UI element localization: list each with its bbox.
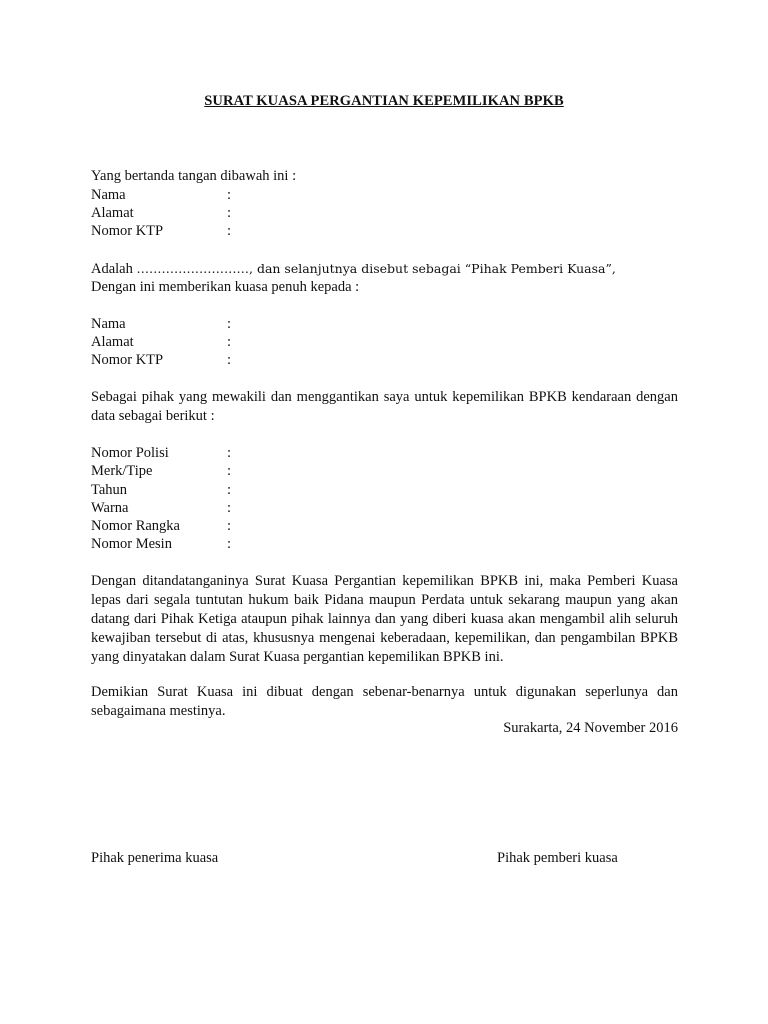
field-label: Nama	[91, 187, 126, 203]
field-label: Nomor Mesin	[91, 536, 172, 552]
field-colon: :	[227, 316, 232, 332]
field-label: Alamat	[91, 205, 134, 221]
dengan-paragraph: Dengan ditandatanganinya Surat Kuasa Pergantian kepemilikan BPKB ini, maka Pemberi Kuasa lepas dari segala tuntutan hukum baik Pidana maupun Perdata untuk sekarang maupun yang akan datang dari Pihak Ketiga ataupun pihak lainnya dan yang diberi kuasa akan mengambil alih seluruh kewajiban tersebut di atas, khususnya mengenai keberadaan, kepemilikan, dan pengambilan BPKB yang dinyatakan dalam Surat Kuasa pergantian kepemilikan BPKB ini.	[91, 573, 678, 665]
field-label: Nomor Polisi	[91, 445, 169, 461]
penerima-field-ktp	[91, 351, 391, 369]
field-colon: :	[227, 536, 232, 552]
intro-text: Yang bertanda tangan dibawah ini :	[91, 168, 297, 184]
field-colon: :	[227, 518, 232, 534]
vehicle-field-rangka	[91, 517, 391, 535]
field-colon: :	[227, 445, 232, 461]
field-label: Tahun	[91, 482, 128, 498]
field-label: Merk/Tipe	[91, 463, 153, 479]
place-date: Surakarta, 24 November 2016	[503, 720, 678, 736]
vehicle-field-merk	[91, 462, 391, 480]
pemberi-field-nama	[91, 186, 391, 204]
penerima-field-nama	[91, 315, 391, 333]
field-label: Alamat	[91, 334, 134, 350]
vehicle-field-warna	[91, 499, 391, 517]
field-colon: :	[227, 463, 232, 479]
adalah-rest: ………………………, dan selanjutnya disebut sebagai “Pihak Pemberi Kuasa”,	[136, 261, 616, 276]
document-title: SURAT KUASA PERGANTIAN KEPEMILIKAN BPKB	[204, 93, 564, 109]
field-label: Nomor Rangka	[91, 518, 180, 534]
field-colon: :	[227, 500, 232, 516]
field-colon: :	[227, 352, 232, 368]
field-colon: :	[227, 205, 232, 221]
field-colon: :	[227, 482, 232, 498]
vehicle-field-tahun	[91, 481, 391, 499]
field-label: Nomor KTP	[91, 352, 164, 368]
field-colon: :	[227, 223, 232, 239]
field-label: Warna	[91, 500, 129, 516]
pemberi-field-ktp	[91, 222, 391, 240]
field-colon: :	[227, 187, 232, 203]
demikian-paragraph: Demikian Surat Kuasa ini dibuat dengan sebenar-benarnya untuk digunakan seperlunya dan sebagaimana mestinya.	[91, 684, 678, 719]
adalah-line	[91, 260, 616, 278]
adalah-prefix: Adalah	[91, 261, 137, 277]
vehicle-field-mesin	[91, 535, 391, 553]
memberikan-text: Dengan ini memberikan kuasa penuh kepada :	[91, 279, 360, 295]
sebagai-paragraph: Sebagai pihak yang mewakili dan menggantikan saya untuk kepemilikan BPKB kendaraan dengan data sebagai berikut :	[91, 389, 678, 424]
signature-pemberi: Pihak pemberi kuasa	[497, 850, 618, 866]
vehicle-field-polisi	[91, 444, 391, 462]
field-label: Nomor KTP	[91, 223, 164, 239]
field-label: Nama	[91, 316, 126, 332]
field-colon: :	[227, 334, 232, 350]
penerima-field-alamat	[91, 333, 391, 351]
signature-penerima: Pihak penerima kuasa	[91, 850, 219, 866]
pemberi-field-alamat	[91, 204, 391, 222]
